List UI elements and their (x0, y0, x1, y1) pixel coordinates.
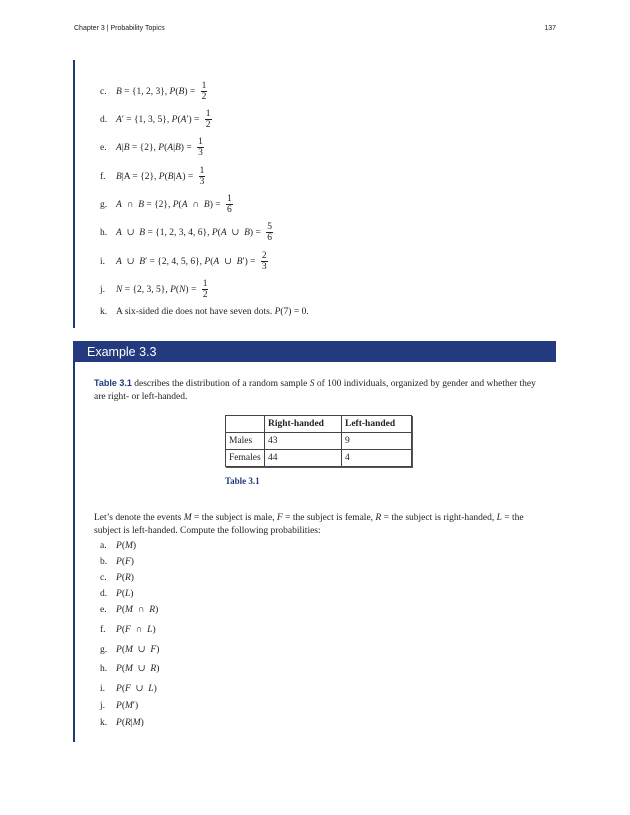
fraction-numerator: 1 (205, 109, 211, 119)
answer-item (100, 81, 207, 102)
math-variable: P (116, 605, 122, 615)
event-variable: R (375, 513, 382, 523)
fraction-denominator: 6 (267, 233, 272, 243)
math-text: ( (121, 625, 125, 635)
math-text: ∩ (132, 605, 150, 615)
math-text: ) = (185, 284, 199, 295)
question-label: f. (100, 625, 106, 635)
event-text: = the subject is male, (191, 513, 277, 523)
question-item (100, 718, 144, 728)
math-text: ∩ (187, 199, 204, 210)
math-text: ) (156, 663, 160, 674)
math-variable: L (124, 589, 131, 599)
table-row (226, 433, 412, 450)
math-variable: P (116, 663, 122, 674)
question-item (100, 625, 156, 635)
math-variable: N (116, 284, 123, 295)
answer-margin-bar (73, 60, 75, 328)
answer-item (100, 194, 233, 215)
question-item (100, 541, 136, 551)
fraction-denominator: 2 (205, 120, 211, 130)
question-item (100, 589, 133, 599)
event-variable: M (183, 513, 192, 523)
math-variable: P (204, 256, 211, 267)
math-variable: R (124, 718, 131, 728)
fraction-denominator: 3 (199, 177, 205, 187)
math-variable: A (116, 227, 122, 238)
question-item (100, 573, 134, 583)
table-cell: Females (226, 450, 265, 467)
math-text: |A = {2}, (121, 171, 159, 182)
math-text: ) (130, 589, 134, 599)
math-variable: P (158, 171, 165, 182)
math-text: = {2}, (129, 142, 159, 153)
fraction-denominator: 2 (201, 92, 207, 102)
table-cell: 43 (265, 433, 342, 450)
handedness-table (225, 415, 412, 467)
math-variable: A (181, 199, 188, 210)
answer-label: d. (100, 114, 108, 125)
table-cell: 9 (342, 433, 412, 450)
math-variable: M (124, 644, 133, 655)
math-variable: A (116, 199, 122, 210)
running-header-chapter: Chapter 3 | Probability Topics (74, 25, 165, 32)
math-variable: B (139, 256, 146, 267)
fraction (266, 222, 273, 243)
math-text: ∪ (132, 645, 151, 655)
math-variable: B (244, 227, 250, 238)
answer-item (100, 279, 208, 300)
fraction-denominator: 2 (202, 290, 208, 300)
math-text: ∩ (130, 625, 148, 635)
math-variable: A (213, 256, 220, 267)
math-text: ) = (249, 227, 264, 238)
answer-label: e. (100, 142, 107, 153)
math-variable: A (116, 114, 122, 125)
math-variable: P (116, 573, 122, 583)
math-variable: P (116, 683, 122, 694)
math-text: (7) = 0. (280, 307, 309, 317)
math-variable: R (124, 573, 131, 583)
fraction-numerator: 1 (199, 166, 205, 176)
answer-item (100, 166, 205, 187)
intro-text-2: of 100 individuals, organized by gender and whether they are right- or left-handed. (94, 379, 536, 402)
math-variable: P (274, 307, 281, 317)
math-text: ) (153, 683, 157, 694)
math-variable: P (116, 557, 122, 567)
question-label: g. (100, 644, 108, 655)
example-margin-bar (73, 362, 75, 742)
math-text: ′ = {1, 3, 5}, (121, 114, 172, 125)
math-variable: B (167, 171, 174, 182)
math-text: ) (152, 625, 156, 635)
answer-item (100, 222, 273, 243)
math-text: ( (121, 718, 125, 728)
math-text: ( (177, 114, 181, 125)
math-text: ′) (132, 701, 139, 711)
math-text: ) = (180, 142, 195, 153)
fraction-numerator: 5 (267, 222, 272, 232)
math-text: ) (130, 557, 134, 567)
math-variable: P (211, 227, 218, 238)
math-text: ∪ (132, 664, 151, 674)
math-text: = {2}, (144, 199, 173, 210)
math-text: ( (121, 701, 125, 711)
intro-text-1: describes the distribution of a random sample (131, 379, 310, 389)
math-variable: R (150, 663, 157, 674)
math-variable: F (124, 683, 131, 694)
math-text: ′) = (242, 256, 258, 267)
event-text: = the subject is right-handed, (381, 513, 497, 523)
question-item (100, 663, 159, 674)
fraction (261, 251, 268, 272)
table-reference-link[interactable]: Table 3.1 (94, 378, 132, 388)
answer-label: g. (100, 199, 108, 210)
math-text: ) (140, 718, 144, 728)
math-variable: P (171, 114, 178, 125)
question-label: d. (100, 589, 108, 599)
fraction-numerator: 1 (202, 279, 208, 289)
math-text: = {1, 2, 3, 4, 6}, (145, 227, 212, 238)
math-text: ∪ (121, 228, 140, 238)
table-caption: Table 3.1 (225, 476, 260, 486)
question-label: k. (100, 718, 108, 728)
math-text: ( (210, 256, 214, 267)
math-variable: B (123, 142, 130, 153)
event-variable: L (496, 513, 502, 523)
math-text: ) = (184, 86, 198, 97)
math-variable: P (116, 718, 122, 728)
math-variable: B (178, 86, 185, 97)
math-text: ( (121, 589, 125, 599)
answer-item (100, 137, 204, 158)
math-variable: P (170, 284, 176, 295)
math-variable: P (116, 701, 122, 711)
fraction (197, 137, 204, 158)
math-text: ∩ (121, 199, 139, 210)
event-text: = the subject is left-handed. Compute the following probabilities: (94, 513, 524, 536)
question-label: j. (100, 701, 106, 711)
question-item (100, 701, 138, 711)
question-label: h. (100, 663, 108, 674)
math-text: ( (175, 284, 180, 295)
math-variable: A (180, 114, 187, 125)
math-variable: P (116, 589, 122, 599)
math-variable: A (116, 256, 122, 267)
math-text: ′ = {2, 4, 5, 6}, (145, 256, 205, 267)
table-header-cell: Right-handed (265, 416, 342, 433)
fraction-numerator: 1 (201, 81, 207, 91)
answer-label: j. (100, 284, 106, 295)
math-variable: B (139, 227, 146, 238)
math-variable: B (116, 171, 122, 182)
math-variable: B (116, 86, 122, 97)
fraction-numerator: 1 (227, 194, 232, 204)
math-variable: M (124, 541, 133, 551)
math-variable: B (236, 256, 243, 267)
math-text: = {1, 2, 3}, (121, 86, 170, 97)
example-title-banner: Example 3.3 (73, 341, 556, 362)
math-variable: M (124, 663, 133, 674)
math-text: ) (156, 644, 160, 655)
math-text: ) (132, 541, 137, 551)
example-intro (94, 377, 544, 403)
math-variable: N (179, 284, 186, 295)
table-header-cell: Left-handed (342, 416, 412, 433)
math-text: ( (121, 683, 125, 694)
math-variable: L (148, 683, 154, 694)
math-text: ( (121, 573, 125, 583)
math-text: ( (121, 541, 125, 551)
question-item (100, 557, 134, 567)
math-text: ′) = (186, 114, 202, 125)
answer-label: f. (100, 171, 106, 182)
math-variable: M (132, 718, 141, 728)
math-text: | (130, 718, 133, 728)
math-variable: P (169, 86, 176, 97)
math-text: ( (175, 86, 179, 97)
event-text: = the subject is female, (282, 513, 376, 523)
fraction (201, 81, 208, 102)
math-variable: A (167, 142, 174, 153)
math-variable: P (116, 644, 122, 655)
answer-label: c. (100, 86, 107, 97)
question-label: c. (100, 573, 107, 583)
fraction-numerator: 2 (261, 251, 267, 261)
math-text: ( (217, 227, 221, 238)
math-text: ∪ (219, 257, 237, 267)
math-text: ∪ (121, 257, 140, 267)
math-text: A six-sided die does not have seven dots. (116, 307, 275, 317)
math-variable: P (158, 142, 165, 153)
math-text: ) = (209, 199, 223, 210)
table-cell: 4 (342, 450, 412, 467)
math-variable: B (138, 199, 144, 210)
math-text: ( (164, 171, 168, 182)
math-variable: M (124, 605, 133, 615)
table-cell: Males (226, 433, 265, 450)
math-text: ( (121, 557, 125, 567)
math-variable: P (172, 199, 179, 210)
question-label: b. (100, 557, 108, 567)
fraction-denominator: 6 (227, 205, 232, 215)
math-variable: F (150, 644, 157, 655)
question-item (100, 605, 158, 615)
math-text: ( (121, 605, 125, 615)
math-text: ( (121, 644, 125, 655)
math-text: ) (130, 573, 134, 583)
math-text: ) (155, 605, 159, 615)
math-variable: F (124, 557, 131, 567)
table-cell: 44 (265, 450, 342, 467)
math-text: ( (178, 199, 182, 210)
fraction (199, 166, 206, 187)
math-text: |A) = (173, 171, 196, 182)
math-variable: A (116, 142, 122, 153)
math-text: | (121, 142, 124, 153)
intro-variable: S (309, 379, 315, 389)
math-variable: L (147, 625, 153, 635)
math-variable: B (203, 199, 210, 210)
table-header-row (226, 416, 412, 433)
fraction-denominator: 3 (261, 262, 267, 272)
math-text: = {2, 3, 5}, (122, 284, 171, 295)
math-variable: M (124, 701, 133, 711)
question-label: i. (100, 683, 106, 694)
math-variable: F (124, 625, 131, 635)
math-variable: B (174, 142, 181, 153)
fraction-denominator: 3 (198, 148, 203, 158)
answer-label: i. (100, 256, 106, 267)
question-label: e. (100, 605, 107, 615)
question-label: a. (100, 541, 107, 551)
math-text: ∪ (130, 684, 149, 694)
answer-item (100, 109, 212, 130)
question-item (100, 644, 159, 655)
fraction (202, 279, 209, 300)
event-variable: F (276, 513, 283, 523)
math-variable: P (116, 541, 122, 551)
math-text: ∪ (226, 228, 245, 238)
answer-label: h. (100, 227, 108, 238)
question-item (100, 683, 157, 694)
event-text: Let’s denote the events (94, 513, 184, 523)
fraction-numerator: 1 (198, 137, 203, 147)
table-header-cell (226, 416, 265, 433)
fraction (205, 109, 212, 130)
page-number: 137 (544, 25, 556, 32)
math-text: ( (121, 663, 125, 674)
table-row (226, 450, 412, 467)
math-text: | (173, 142, 175, 153)
answer-item (100, 307, 309, 317)
events-definition (94, 512, 544, 537)
answer-label: k. (100, 307, 108, 317)
fraction (226, 194, 233, 215)
math-variable: A (220, 227, 227, 238)
math-text: ( (164, 142, 168, 153)
math-variable: P (116, 625, 122, 635)
answer-item (100, 251, 268, 272)
math-variable: R (149, 605, 156, 615)
